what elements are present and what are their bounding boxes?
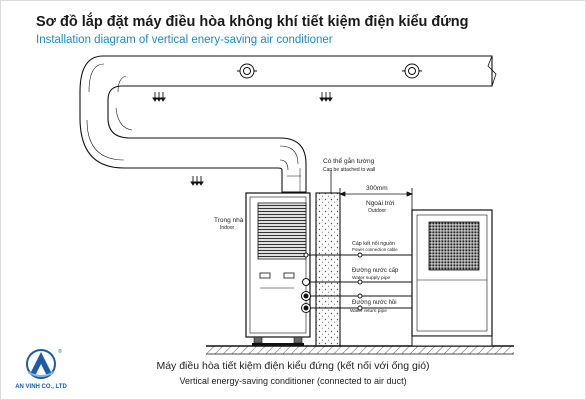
wall-label-en: Can be attached to wall bbox=[323, 167, 376, 173]
outdoor-label-en: Outdoor bbox=[368, 208, 387, 214]
power-cable-label-en: Power connection cable bbox=[352, 247, 398, 252]
indoor-unit bbox=[246, 193, 310, 346]
caption-vietnamese: Máy điều hòa tiết kiệm điện kiểu đứng (kết nối với ống gió) bbox=[156, 360, 430, 372]
ground bbox=[206, 346, 514, 354]
wall-label-vn: Có thể gắn tường bbox=[323, 158, 375, 165]
power-cable-label-vn: Cáp kết nối nguồn bbox=[352, 241, 395, 247]
title-english: Installation diagram of vertical enery-saving air conditioner bbox=[36, 34, 333, 46]
supply-pipe-label-vn: Đường nước cấp bbox=[352, 268, 399, 274]
air-duct bbox=[80, 56, 496, 192]
ceiling-diffuser-1 bbox=[237, 64, 257, 78]
logo-registered-mark: ® bbox=[58, 349, 62, 355]
company-name: AN VINH CO., LTD bbox=[15, 384, 67, 390]
ceiling-diffuser-2 bbox=[402, 64, 422, 78]
logo-triangle-icon bbox=[30, 352, 52, 374]
caption-english: Vertical energy-saving conditioner (connected to air duct) bbox=[179, 376, 407, 386]
title-vietnamese: Sơ đồ lắp đặt máy điều hòa không khí tiết kiệm điện kiểu đứng bbox=[36, 14, 469, 30]
outdoor-unit bbox=[412, 210, 492, 346]
supply-pipe-label-en: Water supply pipe bbox=[352, 276, 391, 281]
distance-label: 300mm bbox=[366, 185, 388, 192]
brick-wall bbox=[316, 193, 340, 346]
return-pipe-label-vn: Đường nước hồi bbox=[352, 300, 397, 306]
indoor-label-en: Indoor bbox=[220, 225, 235, 231]
outdoor-label-vn: Ngoài trời bbox=[366, 200, 395, 207]
return-pipe-label-en: Water return pipe bbox=[350, 309, 387, 314]
indoor-label-vn: Trong nhà bbox=[214, 217, 244, 224]
indoor-connection-ports bbox=[302, 279, 311, 313]
